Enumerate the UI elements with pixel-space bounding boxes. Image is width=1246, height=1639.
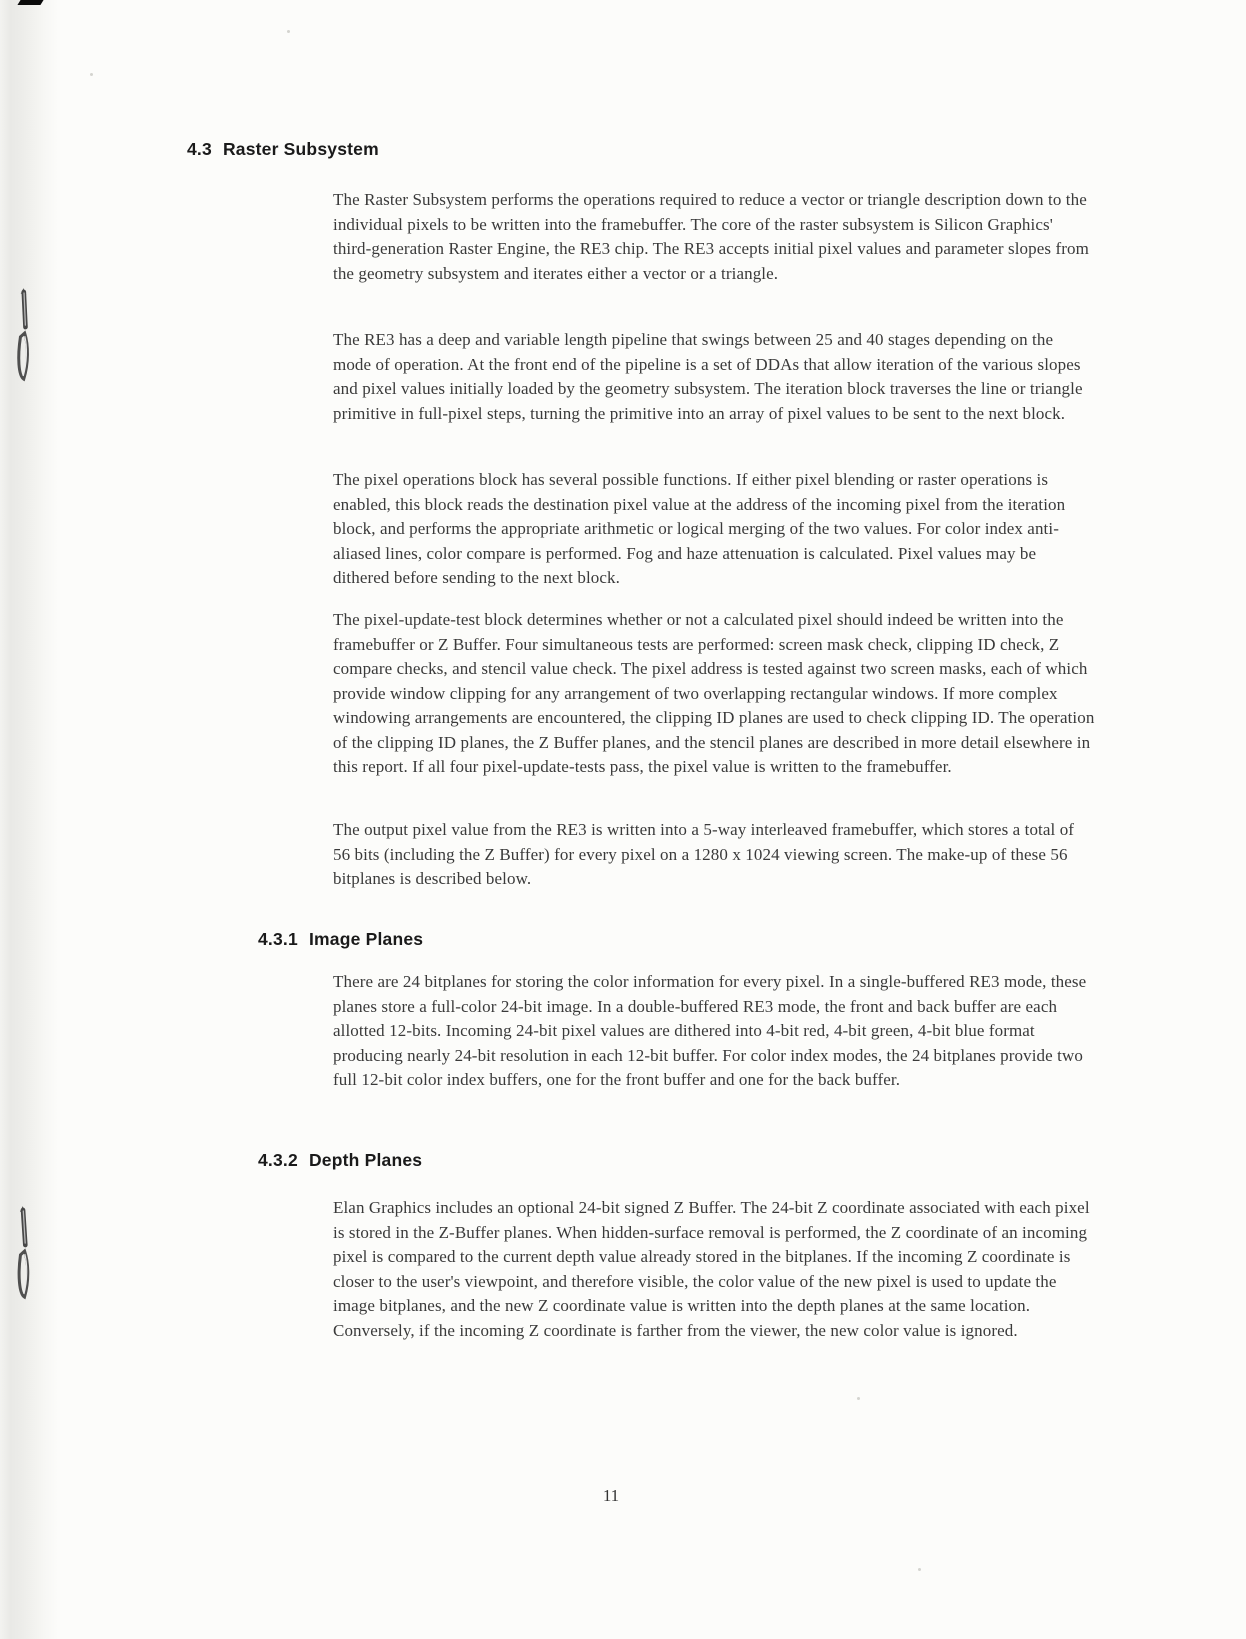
paragraph: The RE3 has a deep and variable length pipeline that swings between 25 and 40 stages depending on the mode of operation. At the front end of the pipeline is a set of DDAs that allow iteration of the various slopes and pixel values initially loaded by the geometry subsystem. The iteration block traverses the line or triangle primitive in full-pixel steps, turning the primitive into an array of pixel values to be sent to the next block. [333, 330, 1083, 423]
paragraph: The pixel operations block has several possible functions. If either pixel blending or raster operations is enabled, this block reads the destination pixel value at the address of the incoming pixel from the iteration block, and performs the appropriate arithmetic or logical merging of the two values. For color index anti-aliased lines, color compare is performed. Fog and haze attenuation is calculated. Pixel values may be dithered before sending to the next block. [333, 470, 1066, 587]
section-title: Raster Subsystem [222, 139, 379, 159]
paragraph: The pixel-update-test block determines whether or not a calculated pixel should indeed be written into the framebuffer or Z Buffer. Four simultaneous tests are performed: screen mask check, clipping ID check, Z compare checks, and stencil value check. The pixel address is tested against two screen masks, each of which provide window clipping for any arrangement of two overlapping rectangular windows. If more complex windowing arrangements are encountered, the clipping ID planes are used to check clipping ID. The operation of the clipping ID planes, the Z Buffer planes, and the stencil planes are described in more detail elsewhere in this report. If all four pixel-update-tests pass, the pixel value is written to the framebuffer. [333, 610, 1095, 776]
paragraph: The Raster Subsystem performs the operations required to reduce a vector or triangle description down to the individual pixels to be written into the framebuffer. The core of the raster subsystem is Silicon Graphics' third-generation Raster Engine, the RE3 chip. The RE3 accepts initial pixel values and parameter slopes from the geometry subsystem and iterates either a vector or a triangle. [333, 190, 1089, 283]
section-heading-raster-subsystem [187, 139, 379, 159]
section-heading-depth-planes [258, 1150, 422, 1170]
section-title: Depth Planes [308, 1150, 423, 1170]
section-title: Image Planes [308, 929, 424, 949]
section-heading-image-planes [258, 929, 423, 949]
section-number: 4.3.1 [258, 929, 298, 949]
section-number: 4.3.2 [258, 1150, 298, 1170]
paragraph: The output pixel value from the RE3 is written into a 5-way interleaved framebuffer, which stores a total of 56 bits (including the Z Buffer) for every pixel on a 1280 x 1024 viewing screen. The make-up of these 56 bitplanes is described below. [333, 820, 1075, 888]
page-number: 11 [602, 1486, 620, 1505]
paragraph: There are 24 bitplanes for storing the color information for every pixel. In a single-buffered RE3 mode, these planes store a full-color 24-bit image. In a double-buffered RE3 mode, the front and back buffer are each allotted 12-bits. Incoming 24-bit pixel values are dithered into 4-bit red, 4-bit green, 4-bit blue format producing nearly 24-bit resolution in each 12-bit buffer. For color index modes, the 24 bitplanes provide two full 12-bit color index buffers, one for the front buffer and one for the back buffer. [333, 972, 1087, 1089]
section-number: 4.3 [187, 139, 212, 159]
paragraph: Elan Graphics includes an optional 24-bit signed Z Buffer. The 24-bit Z coordinate associated with each pixel is stored in the Z-Buffer planes. When hidden-surface removal is performed, the Z coordinate of an incoming pixel is compared to the current depth value already stored in the bitplanes. If the incoming Z coordinate is closer to the user's viewpoint, and therefore visible, the color value of the new pixel is used to update the image bitplanes, and the new Z coordinate value is written into the depth planes at the same location. Conversely, if the incoming Z coordinate is farther from the viewer, the new color value is ignored. [333, 1198, 1090, 1340]
